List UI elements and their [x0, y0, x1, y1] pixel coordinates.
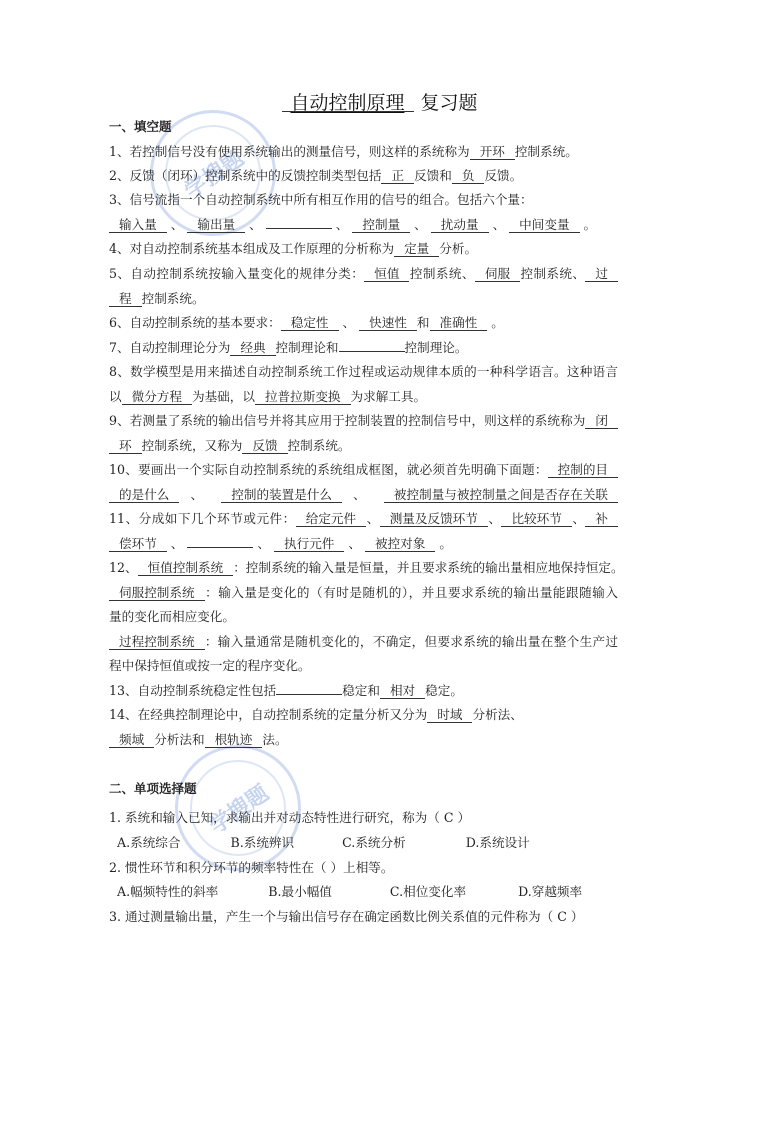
text: 稳定和	[342, 683, 380, 698]
answer-blank: 准确性	[430, 315, 488, 331]
answer-blank: 补	[585, 511, 618, 527]
answer-blank: 的是什么	[109, 487, 179, 503]
answer-blank: 偿环节	[109, 536, 167, 552]
question-line	[109, 731, 618, 749]
answer-blank: 程	[109, 291, 142, 307]
answer-blank: 伺服控制系统	[109, 585, 205, 601]
text: 5、自动控制系统按输入量变化的规律分类：	[109, 266, 365, 281]
question-line	[109, 633, 618, 651]
text: 分析法和	[154, 732, 205, 747]
section-heading	[109, 780, 618, 798]
question-line	[109, 191, 618, 209]
text: 控制系统。	[287, 438, 351, 453]
text: 控制系统。	[514, 144, 578, 159]
answer-blank: 中间变量	[509, 217, 579, 233]
text: 量的变化而相应变化。	[109, 609, 235, 624]
text: 、	[344, 536, 365, 551]
answer-blank: 输入量	[109, 217, 167, 233]
question-line	[109, 809, 618, 827]
text: 控制理论。	[404, 340, 468, 355]
question-line	[109, 265, 618, 283]
question-line	[109, 290, 618, 308]
text: 控制系统、	[520, 266, 586, 281]
question-line	[117, 883, 626, 901]
question-line	[109, 908, 618, 926]
text: 6、自动控制系统的基本要求：	[109, 315, 281, 330]
question-line	[109, 657, 618, 675]
choice-option: A.幅频特性的斜率	[117, 884, 219, 899]
choice-option: C.系统分析	[342, 835, 406, 850]
answer-blank: 控制的目	[548, 462, 618, 478]
text: 14、在经典控制理论中，自动控制系统的定量分析又分为	[109, 707, 428, 722]
page-title	[0, 88, 760, 115]
text: ：输入量是变化的（有时是随机的），并且要求系统的输出量能跟随输入	[204, 585, 618, 600]
choice-option: B.最小幅值	[268, 884, 332, 899]
question-line	[109, 486, 618, 504]
answer-blank: 快速性	[359, 315, 417, 331]
question-line	[109, 167, 618, 185]
text: 1、若控制信号没有使用系统输出的测量信号，则这样的系统称为	[109, 144, 470, 159]
text: 4、对自动控制系统基本组成及工作原理的分析称为	[109, 241, 395, 256]
text: 、	[179, 487, 222, 502]
question-line	[117, 834, 626, 852]
watermark-text: 学搜题	[179, 145, 249, 204]
answer-blank	[276, 694, 342, 695]
question-line	[109, 363, 618, 381]
text: 分析法、	[472, 707, 523, 722]
text: 11、分成如下几个环节或元件：	[109, 511, 296, 526]
text: 7、自动控制理论分为	[109, 340, 231, 355]
question-line	[109, 559, 624, 577]
section-heading	[109, 118, 618, 136]
answer-blank: 闭	[585, 413, 618, 429]
answer-blank: 比较环节	[501, 511, 571, 527]
text: 为基础，以	[191, 389, 255, 404]
text: 控制系统、	[409, 266, 475, 281]
question-line	[109, 859, 618, 877]
text: 、	[253, 536, 274, 551]
text: 为求解工具。	[350, 389, 427, 404]
question-line	[109, 240, 618, 258]
text: 。	[435, 536, 452, 551]
text: 控制系统。	[141, 291, 205, 306]
text: 和	[416, 315, 430, 330]
text: 。	[487, 315, 504, 330]
question-line	[109, 314, 618, 332]
answer-blank: 伺服	[475, 266, 520, 282]
text: 8、数学模型是用来描述自动控制系统工作过程或运动规律本质的一种科学语言。这种语言	[109, 364, 618, 379]
text: 13、自动控制系统稳定性包括	[109, 683, 277, 698]
answer-blank: 正	[381, 168, 414, 184]
answer-blank: 给定元件	[296, 511, 366, 527]
answer-blank: 稳定性	[281, 315, 339, 331]
text: 、	[166, 217, 188, 232]
text: 12、	[109, 560, 138, 575]
answer-blank: 拉普拉斯变换	[255, 389, 351, 405]
text: 以	[109, 389, 122, 404]
answer-blank	[339, 351, 405, 352]
answer-blank	[187, 547, 253, 548]
choice-option: D.穿越频率	[518, 884, 583, 899]
answer-blank: 开环	[470, 144, 515, 160]
question-line	[109, 339, 618, 357]
question-line	[109, 706, 618, 724]
choice-option: C.相位变化率	[389, 884, 467, 899]
text: 1. 系统和输入已知，求输出并对动态特性进行研究，称为（ C ）	[109, 810, 471, 825]
text: 、	[331, 217, 353, 232]
answer-blank: 相对	[380, 683, 425, 699]
question-line	[109, 461, 618, 479]
title-main: 自动控制原理	[282, 96, 414, 112]
text: 2、反馈（闭环）控制系统中的反馈控制类型包括	[109, 168, 382, 183]
question-line	[109, 584, 618, 602]
question-line	[109, 608, 618, 626]
text: 程中保持恒值或按一定的程序变化。	[109, 658, 311, 673]
answer-blank: 执行元件	[274, 536, 344, 552]
question-line	[109, 437, 618, 455]
text: 3. 通过测量输出量，产生一个与输出信号存在确定函数比例关系值的元件称为（ C ）	[109, 909, 584, 924]
answer-blank: 过程控制系统	[109, 634, 205, 650]
question-line	[109, 143, 618, 161]
text: 、	[410, 217, 431, 232]
text: 稳定。	[425, 683, 463, 698]
question-line	[109, 682, 618, 700]
answer-blank: 过	[585, 266, 618, 282]
text: ：控制系统的输入量是恒量，并且要求系统的输出量相应地保持恒定。	[233, 560, 624, 575]
question-line	[109, 388, 618, 406]
answer-blank: 根轨迹	[205, 732, 263, 748]
text: 3、信号流指一个自动控制系统中所有相互作用的信号的组合。包括六个量：	[109, 192, 533, 207]
text: 、	[488, 217, 510, 232]
text: 、	[366, 511, 380, 526]
text: 控制系统，又称为	[141, 438, 243, 453]
text: 控制理论和	[275, 340, 339, 355]
section-title: 一、填空题	[109, 119, 172, 134]
question-line	[109, 216, 618, 234]
choice-option: A.系统综合	[117, 835, 181, 850]
question-line	[109, 535, 618, 553]
text: ：输入量通常是随机变化的，不确定，但要求系统的输出量在整个生产过	[204, 634, 618, 649]
text: 9、若测量了系统的输出信号并将其应用于控制装置的控制信号中，则这样的系统称为	[109, 413, 586, 428]
text: 、	[571, 511, 586, 526]
text: 、	[342, 487, 384, 502]
question-line	[109, 510, 618, 528]
title-sub: 复习题	[420, 92, 478, 114]
answer-blank: 频域	[109, 732, 154, 748]
answer-blank: 输出量	[187, 217, 245, 233]
text: 、	[166, 536, 188, 551]
answer-blank: 测量及反馈环节	[380, 511, 488, 527]
answer-blank: 时域	[427, 707, 472, 723]
answer-blank	[266, 228, 332, 229]
text: 分析。	[439, 241, 478, 256]
answer-blank: 控制的装置是什么	[221, 487, 342, 503]
answer-blank: 定量	[394, 241, 439, 257]
answer-blank: 负	[452, 168, 485, 184]
answer-blank: 微分方程	[122, 389, 192, 405]
answer-blank: 恒值	[364, 266, 409, 282]
answer-blank: 环	[109, 438, 142, 454]
text: 。	[579, 217, 597, 232]
watermark-text: 学搜题	[204, 780, 274, 839]
choice-option: B.系统辨识	[230, 835, 295, 850]
answer-blank: 被控对象	[365, 536, 435, 552]
choice-option: D.系统设计	[465, 835, 530, 850]
text: 反馈和	[414, 168, 452, 183]
answer-blank: 反馈	[242, 438, 287, 454]
question-line	[109, 412, 618, 430]
text: 、	[487, 511, 502, 526]
answer-blank: 经典	[230, 340, 275, 356]
text: 、	[245, 217, 266, 232]
answer-blank: 被控制量与被控制量之间是否存在关联	[384, 487, 618, 503]
answer-blank: 控制量	[352, 217, 410, 233]
answer-blank: 恒值控制系统	[138, 560, 234, 576]
text: 10、要画出一个实际自动控制系统的系统组成框图，就必须首先明确下面题：	[109, 462, 548, 477]
text: 2. 惯性环节和积分环节的频率特性在（ ）上相等。	[109, 860, 394, 875]
text: 反馈。	[484, 168, 523, 183]
section-title: 二、单项选择题	[109, 781, 197, 796]
answer-blank: 扰动量	[431, 217, 489, 233]
text: 、	[338, 315, 360, 330]
text: 法。	[262, 732, 288, 747]
